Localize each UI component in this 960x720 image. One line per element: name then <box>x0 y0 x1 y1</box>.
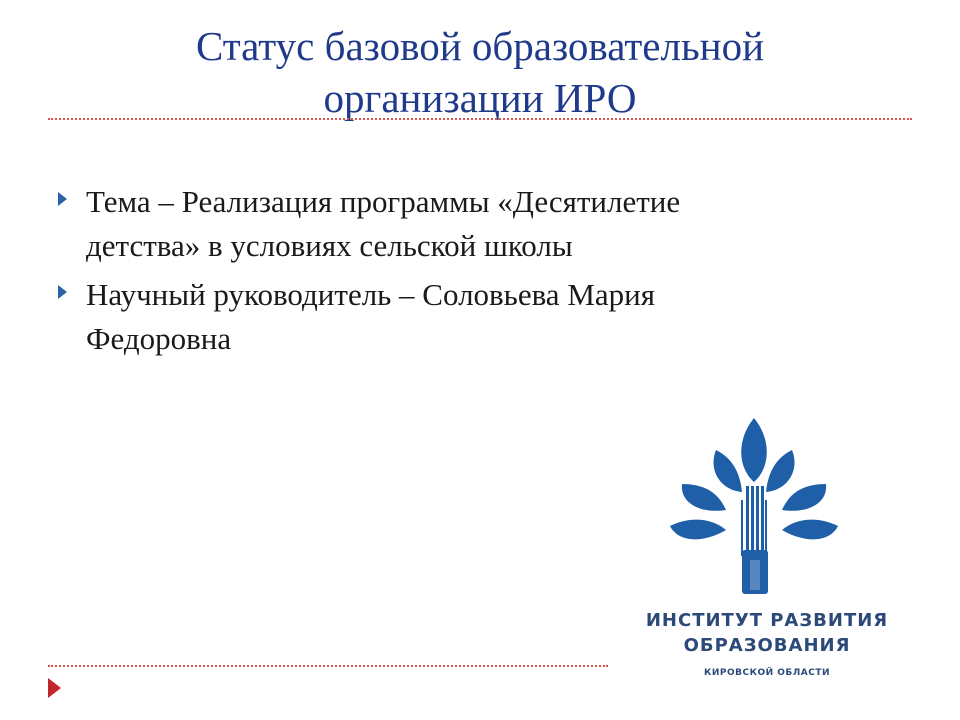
bullet-list <box>58 180 838 366</box>
logo-text-line2: ОБРАЗОВАНИЯ <box>683 635 851 656</box>
institute-logo <box>624 410 910 690</box>
bullet-arrow-icon <box>58 192 67 206</box>
bullet-arrow-icon <box>58 285 67 299</box>
next-slide-arrow-icon[interactable] <box>48 678 61 698</box>
title-divider <box>48 118 912 120</box>
slide-title <box>60 20 900 124</box>
logo-text-line3: КИРОВСКОЙ ОБЛАСТИ <box>703 668 830 678</box>
slide-title-line1: Статус базовой образовательной <box>195 23 765 69</box>
bullet-item-topic <box>58 180 838 268</box>
bullet-text-line2: детства» в условиях сельской школы <box>86 228 573 263</box>
bullet-text-line1: Научный руководитель – Соловьева Мария <box>86 277 655 312</box>
bullet-text-line2: Федоровна <box>86 321 232 356</box>
footer-divider <box>48 665 608 667</box>
bullet-item-supervisor <box>58 273 838 361</box>
logo-text-line1: ИНСТИТУТ РАЗВИТИЯ <box>645 610 889 631</box>
bullet-text-line1: Тема – Реализация программы «Десятилетие <box>86 184 681 219</box>
slide-title-line2: организации ИРО <box>323 75 637 121</box>
tree-with-leaves-icon <box>624 410 910 610</box>
